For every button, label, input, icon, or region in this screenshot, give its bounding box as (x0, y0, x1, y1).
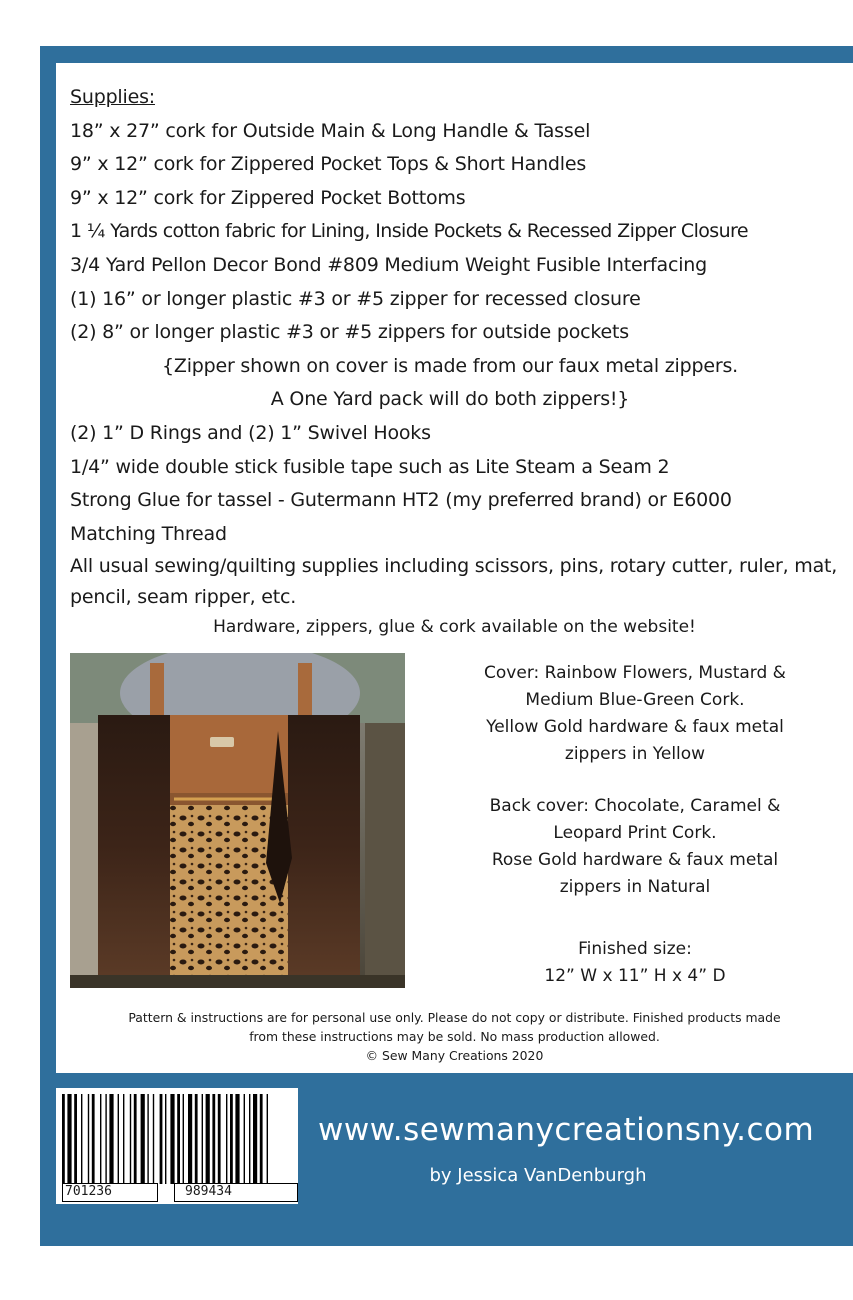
barcode-bar (92, 1094, 95, 1184)
barcode-bar (202, 1094, 203, 1184)
disclaimer-line: Pattern & instructions are for personal use only. Please do not copy or distribute. Finished products made (128, 1010, 781, 1025)
barcode-bar (212, 1094, 215, 1184)
barcode-bar (235, 1094, 239, 1184)
barcode-bar (62, 1094, 65, 1184)
bag-photo (70, 653, 405, 988)
finished-size-value: 12” W x 11” H x 4” D (544, 966, 726, 986)
back-cover-line: Rose Gold hardware & faux metal (491, 850, 779, 870)
barcode-bar (188, 1094, 192, 1184)
barcode-bar (88, 1094, 89, 1184)
supplies-list (70, 81, 840, 613)
hardware-note: Hardware, zippers, glue & cork available on the website! (213, 617, 696, 637)
supply-item: 1 ¼ Yards cotton fabric for Lining, Inside Pockets & Recessed Zipper Closure (70, 220, 748, 243)
supply-item: Matching Thread (70, 522, 227, 545)
barcode-bar (100, 1094, 101, 1184)
barcode-bar (195, 1094, 198, 1184)
barcode-bar (118, 1094, 119, 1184)
barcode-bar (105, 1094, 106, 1184)
barcode-bar (249, 1094, 250, 1184)
barcode-bar (170, 1094, 174, 1184)
author-credit: by Jessica VanDenburgh (429, 1165, 647, 1186)
website-url: www.sewmanycreationsny.com (318, 1112, 815, 1148)
supply-item: (2) 8” or longer plastic #3 or #5 zippers for outside pockets (70, 321, 629, 344)
barcode-bar (130, 1094, 131, 1184)
supply-item: 3/4 Yard Pellon Decor Bond #809 Medium Weight Fusible Interfacing (70, 253, 708, 276)
supply-item: (1) 16” or longer plastic #3 or #5 zipper for recessed closure (70, 287, 641, 310)
finished-size-label: Finished size: (578, 939, 692, 959)
back-cover-line: Back cover: Chocolate, Caramel & (489, 796, 781, 816)
cover-description (420, 660, 850, 768)
tote-bag-illustration (70, 653, 405, 988)
back-cover-line: zippers in Natural (559, 877, 711, 897)
cover-line: Medium Blue-Green Cork. (525, 690, 745, 710)
barcode-bar (153, 1094, 154, 1184)
supplies-heading: Supplies: (70, 86, 155, 108)
back-cover-description (420, 793, 850, 901)
barcode-bar (141, 1094, 145, 1184)
zipper-note-line: A One Yard pack will do both zippers!} (270, 388, 630, 411)
barcode-bar (109, 1094, 113, 1184)
barcode-bar (147, 1094, 148, 1184)
barcode-bar (67, 1094, 71, 1184)
supply-item: 1/4” wide double stick fusible tape such as Lite Steam a Seam 2 (70, 455, 670, 478)
barcode-bar (165, 1094, 166, 1184)
barcode-bar (206, 1094, 210, 1184)
barcode-left-digits: 701236 (62, 1183, 158, 1202)
zipper-note-line: {Zipper shown on cover is made from our faux metal zippers. (161, 354, 738, 377)
barcode-bar (267, 1094, 268, 1184)
cover-line: zippers in Yellow (564, 744, 706, 764)
supply-item: All usual sewing/quilting supplies including scissors, pins, rotary cutter, ruler, mat, pencil, seam ripper, etc. (70, 555, 838, 609)
supply-item: 9” x 12” cork for Zippered Pocket Tops & Short Handles (70, 153, 587, 176)
barcode-bar (244, 1094, 245, 1184)
barcode-bar (226, 1094, 227, 1184)
finished-size (420, 936, 850, 990)
cover-line: Cover: Rainbow Flowers, Mustard & (484, 663, 786, 683)
barcode-bar (81, 1094, 82, 1184)
barcode-bar (218, 1094, 221, 1184)
cover-line: Yellow Gold hardware & faux metal (486, 717, 784, 737)
copyright: © Sew Many Creations 2020 (365, 1048, 544, 1063)
barcode-bar (183, 1094, 184, 1184)
barcode-bar (123, 1094, 124, 1184)
supply-item: (2) 1” D Rings and (2) 1” Swivel Hooks (70, 421, 431, 444)
disclaimer-line: from these instructions may be sold. No mass production allowed. (249, 1029, 660, 1044)
disclaimer (56, 1008, 853, 1065)
barcode-bar (260, 1094, 263, 1184)
back-cover-line: Leopard Print Cork. (553, 823, 717, 843)
barcode-digits (62, 1183, 298, 1202)
supply-item: 18” x 27” cork for Outside Main & Long Handle & Tassel (70, 119, 591, 142)
barcode-bar (160, 1094, 163, 1184)
barcode-bar (177, 1094, 180, 1184)
barcode-bar (74, 1094, 77, 1184)
barcode-bar (253, 1094, 257, 1184)
barcode-bar (134, 1094, 137, 1184)
supply-item: Strong Glue for tassel - Gutermann HT2 (my preferred brand) or E6000 (70, 489, 732, 512)
supply-item: 9” x 12” cork for Zippered Pocket Bottoms (70, 186, 466, 209)
barcode-bar (230, 1094, 233, 1184)
barcode-right-digits: 989434 (174, 1183, 298, 1202)
